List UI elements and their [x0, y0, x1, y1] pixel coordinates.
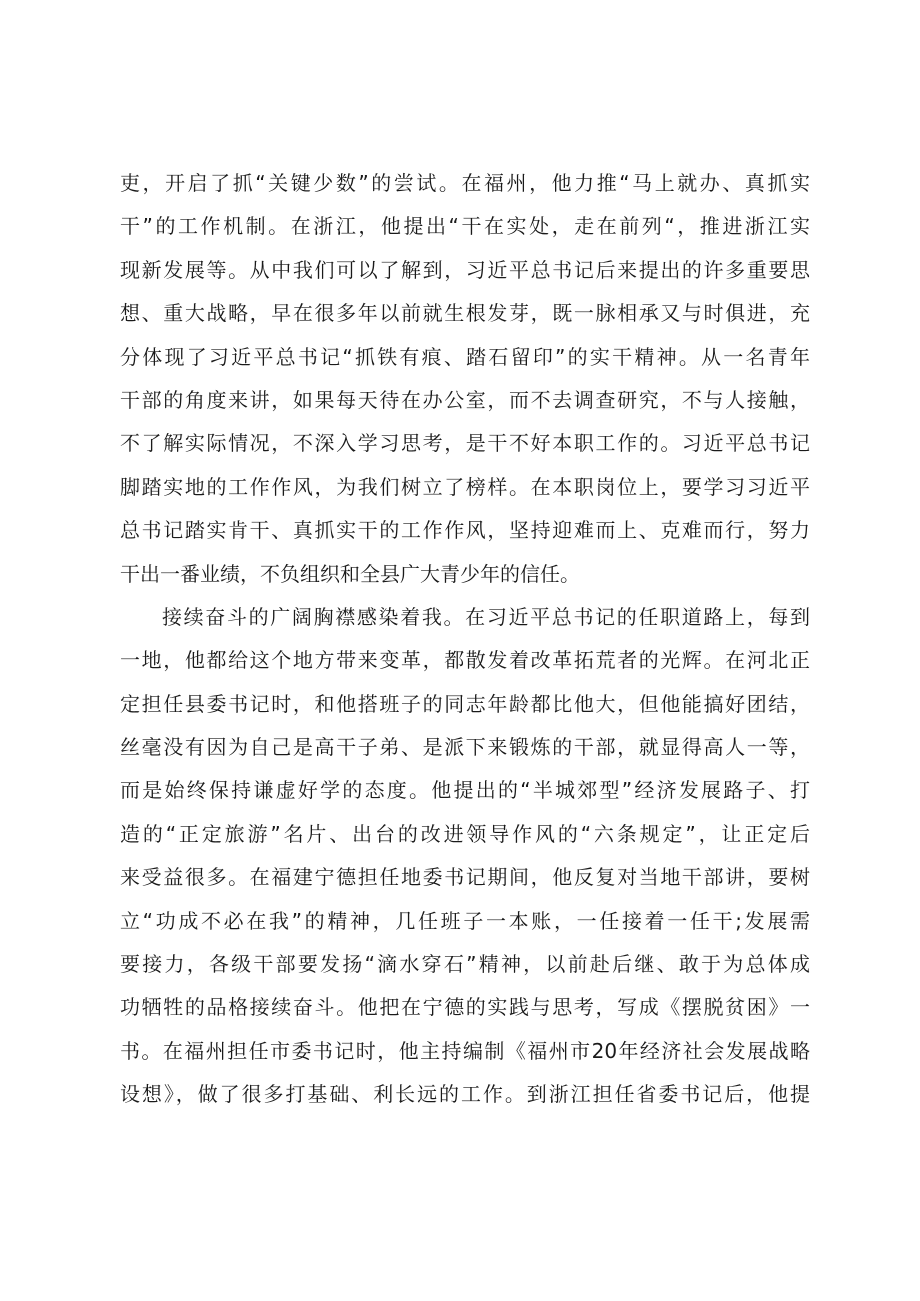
paragraph-line: 一地，他都给这个地方带来变革，都散发着改革拓荒者的光辉。在河北正 [120, 648, 810, 673]
paragraph-line: 来受益很多。在福建宁德担任地委书记期间，他反复对当地干部讲，要树 [120, 865, 810, 890]
paragraph-line: 书。在福州担任市委书记时，他主持编制《福州市20年经济社会发展战略 [120, 1038, 810, 1063]
paragraph-line: 造的“正定旅游”名片、出台的改进领导作风的“六条规定”，让正定后 [120, 821, 810, 846]
paragraph-line: 功牺牲的品格接续奋斗。他把在宁德的实践与思考，写成《摆脱贫困》一 [120, 995, 810, 1020]
paragraph-2 [120, 596, 810, 1117]
paragraph-line: 立“功成不必在我”的精神，几任班子一本账，一任接着一任干;发展需 [120, 908, 810, 933]
paragraph-line: 脚踏实地的工作作风，为我们树立了榜样。在本职岗位上，要学习习近平 [120, 474, 810, 499]
paragraph-line: 而是始终保持谦虚好学的态度。他提出的“半城郊型”经济发展路子、打 [120, 778, 810, 803]
paragraph-line: 定担任县委书记时，和他搭班子的同志年龄都比他大，但他能搞好团结， [120, 691, 810, 716]
paragraph-line: 不了解实际情况，不深入学习思考，是干不好本职工作的。习近平总书记 [120, 431, 810, 456]
paragraph-line: 设想》，做了很多打基础、利长远的工作。到浙江担任省委书记后，他提 [120, 1082, 810, 1107]
paragraph-line: 分体现了习近平总书记“抓铁有痕、踏石留印”的实干精神。从一名青年 [120, 344, 810, 369]
paragraph-line: 现新发展等。从中我们可以了解到，习近平总书记后来提出的许多重要思 [120, 257, 810, 282]
paragraph-line: 想、重大战略，早在很多年以前就生根发芽，既一脉相承又与时俱进，充 [120, 301, 810, 326]
paragraph-line: 干出一番业绩，不负组织和全县广大青少年的信任。 [120, 561, 580, 586]
paragraph-1 [120, 162, 810, 596]
paragraph-line: 总书记踏实肯干、真抓实干的工作作风，坚持迎难而上、克难而行，努力 [120, 518, 810, 543]
paragraph-line: 吏，开启了抓“关键少数”的尝试。在福州，他力推“马上就办、真抓实 [120, 171, 810, 195]
paragraph-line: 干”的工作机制。在浙江，他提出“干在实处，走在前列“，推进浙江实 [120, 214, 810, 239]
paragraph-line: 丝毫没有因为自己是高干子弟、是派下来锻炼的干部，就显得高人一等， [120, 735, 810, 760]
body-text [120, 162, 810, 1117]
paragraph-line: 接续奋斗的广阔胸襟感染着我。在习近平总书记的任职道路上，每到 [162, 604, 810, 629]
paragraph-line: 干部的角度来讲，如果每天待在办公室，而不去调查研究，不与人接触， [120, 387, 810, 412]
paragraph-line: 要接力，各级干部要发扬“滴水穿石”精神，以前赴后继、敢于为总体成 [120, 952, 810, 977]
